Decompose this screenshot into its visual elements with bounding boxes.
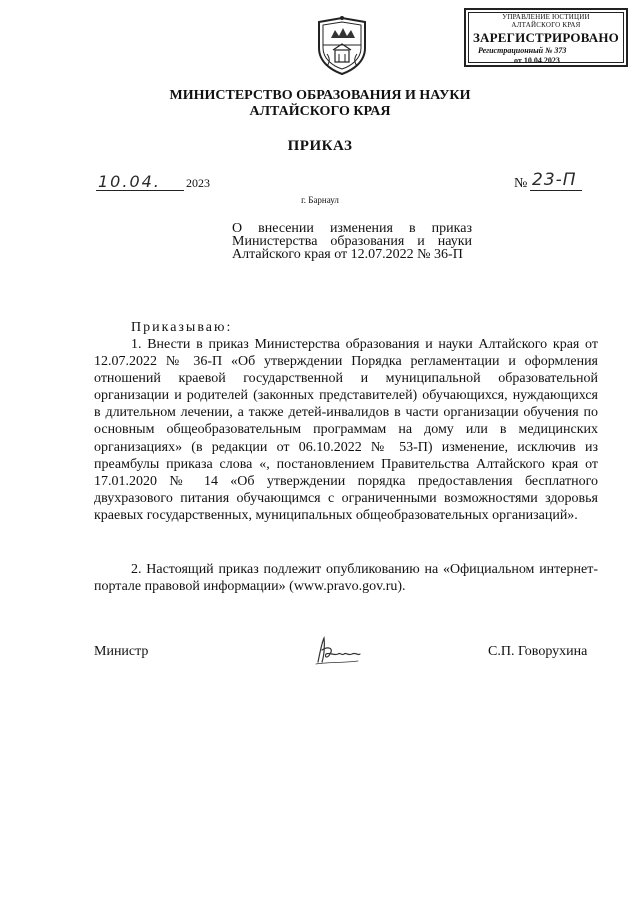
number-underline [530,190,582,191]
order-year: 2023 [186,176,210,190]
signatory-name: С.П. Говорухина [488,644,588,659]
stamp-organization: УПРАВЛЕНИЕ ЮСТИЦИИ АЛТАЙСКОГО КРАЯ [502,13,590,29]
signatory-title: Министр [94,644,149,659]
order-number-handwritten: 23-П [532,170,577,190]
stamp-reg-number: Регистрационный № 373 [478,46,567,55]
city: г. Барнаул [301,195,339,205]
date-underline [96,190,184,191]
altai-krai-emblem-icon [313,14,371,76]
handwritten-signature-icon [312,632,362,668]
paragraph-1: 1. Внести в приказ Министерства образования и науки Алтайского края от 12.07.2022 № 36-П «Об утверждении Порядка регламентации и оформления отношений краевой государственной и муниципальной образовательной организации и родителей (законных представителей) обучающихся, нуждающихся в длительном лечении, а также детей-инвалидов в части организации обучения по основным общеобразовательным программам на дому или в медицинских организациях» (в редакции от 06.10.2022 № 53-П) изменение, исключив из преамбулы приказа слова «, постановлением Правительства Алтайского края от 17.01.2020 № 14 «Об утверждении порядка предоставления бесплатного двухразового питания обучающимся с ограниченными возможностями здоровья краевых государственных, муниципальных общеобразовательных организаций». [94,337,598,523]
orders-word: Приказываю: [131,320,233,335]
order-date-handwritten: 10.04. [98,172,161,191]
order-subject: О внесении изменения в приказ Министерства образования и науки Алтайского края от 12.07.2022 № 36-П [232,221,472,262]
ministry-name: МИНИСТЕРСТВО ОБРАЗОВАНИЯ И НАУКИ АЛТАЙСКОГО КРАЯ [169,88,471,119]
paragraph-2: 2. Настоящий приказ подлежит опубликованию на «Официальном интернет-портале правовой информации» (www.pravo.gov.ru). [94,562,598,595]
document-type: ПРИКАЗ [287,138,353,154]
registration-stamp [464,8,628,67]
order-number-sign: № [514,176,528,191]
stamp-status: ЗАРЕГИСТРИРОВАНО [473,30,619,45]
stamp-reg-date: от 10.04.2023 [514,56,560,65]
